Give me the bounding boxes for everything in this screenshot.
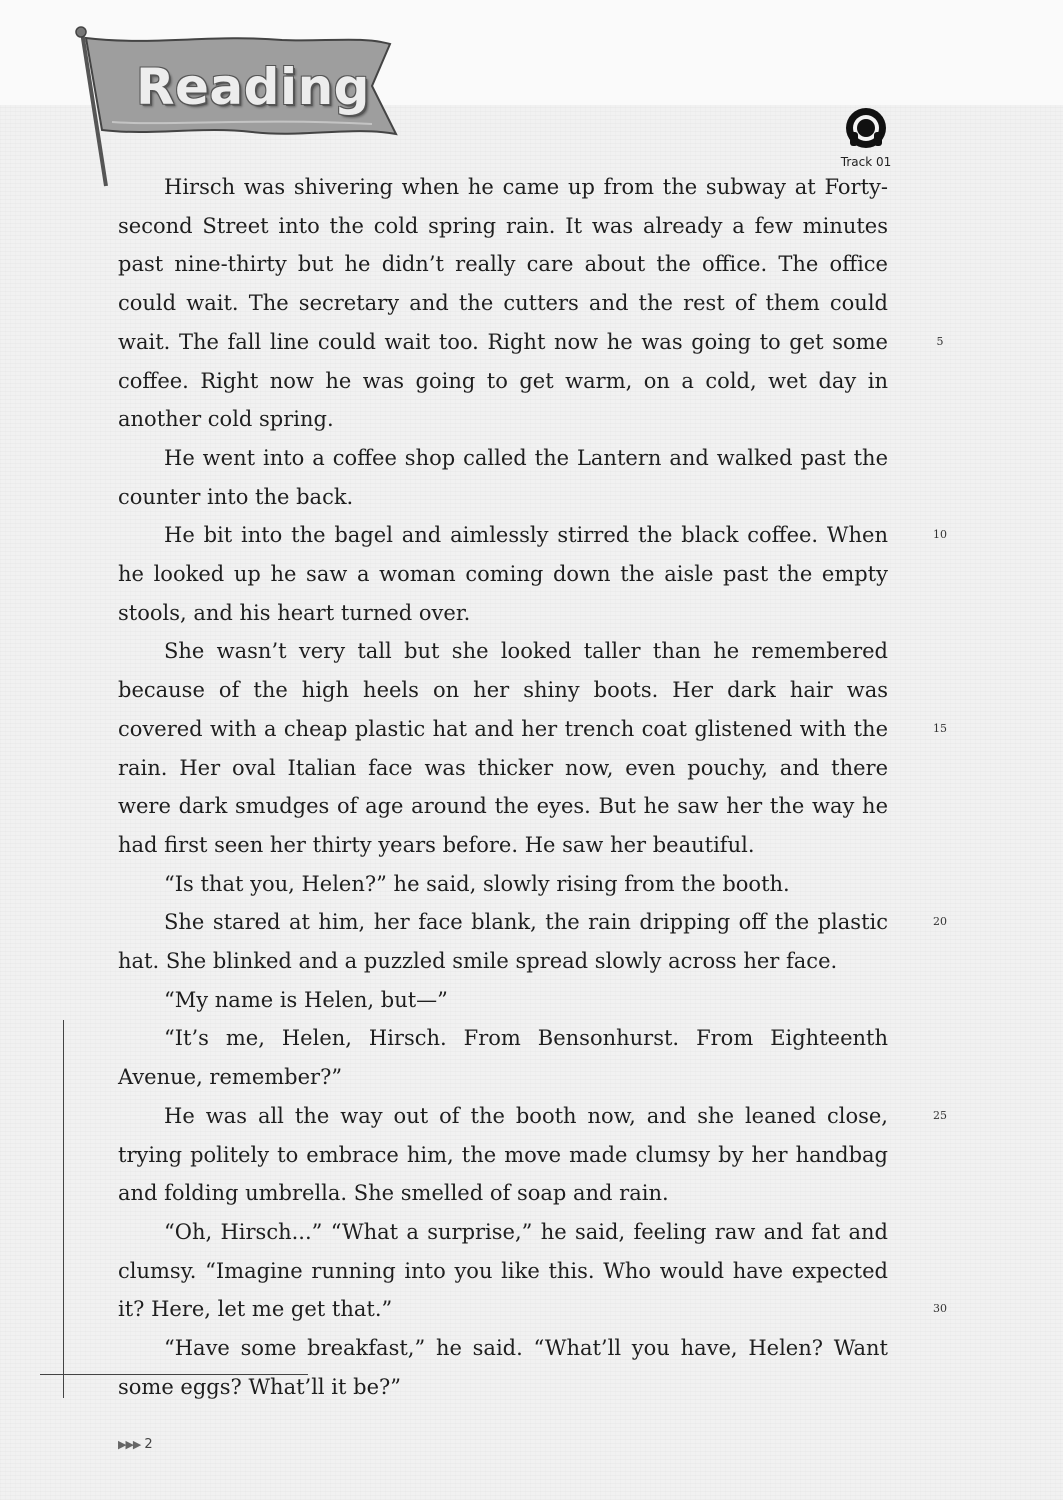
paragraph: “My name is Helen, but—” xyxy=(164,987,448,1012)
margin-rule-vertical xyxy=(63,1020,64,1398)
section-title: Reading xyxy=(136,58,370,116)
line-number: 25 xyxy=(933,1108,947,1122)
page-number: 2 xyxy=(144,1437,153,1452)
paragraph: “Oh, Hirsch...” “What a surprise,” he said, feeling raw and fat and clumsy. “Imagine running into you like this. Who would have expected it? Here, let me get that.” xyxy=(118,1219,888,1322)
margin-rule-horizontal xyxy=(40,1374,308,1375)
paragraph: “Have some breakfast,” he said. “What’ll you have, Helen? Want some eggs? What’ll it be?” xyxy=(118,1336,888,1399)
line-number: 15 xyxy=(933,721,947,735)
reading-passage xyxy=(118,168,888,1407)
paragraph: He went into a coffee shop called the Lantern and walked past the counter into the back. xyxy=(118,445,888,509)
paragraph: He was all the way out of the booth now, and she leaned close, trying politely to embrace him, the move made clumsy by her handbag and folding umbrella. She smelled of soap and rain. xyxy=(118,1103,888,1206)
paragraph: She stared at him, her face blank, the rain dripping off the plastic hat. She blinked and a puzzled smile spread slowly across her face. xyxy=(118,910,888,974)
audio-track[interactable] xyxy=(834,104,898,169)
line-number: 30 xyxy=(933,1302,947,1316)
paragraph: Hirsch was shivering when he came up from the subway at Forty-second Street into the cold spring rain. It was already a few minutes past nine-thirty but he didn’t really care about the office. The office could wait. The secretary and the cutters and the rest of them could wait. The fall line could wait too. Right now he was going to get some coffee. Right now he was going to get warm, on a cold, wet day in another cold spring. xyxy=(118,175,888,432)
paragraph: She wasn’t very tall but she looked taller than he remembered because of the high heels on her shiny boots. Her dark hair was covered with a cheap plastic hat and her trench coat glistened with the rain. Her oval Italian face was thicker now, even pouchy, and there were dark smudges of age around the eyes. But he saw her the way he had first seen her thirty years before. He saw her beautiful. xyxy=(118,639,888,857)
line-number: 20 xyxy=(933,915,947,929)
line-number: 10 xyxy=(933,528,947,542)
track-label: Track 01 xyxy=(840,155,892,169)
paragraph: “It’s me, Helen, Hirsch. From Bensonhurst. From Eighteenth Avenue, remember?” xyxy=(118,1026,888,1090)
paragraph: “Is that you, Helen?” he said, slowly rising from the booth. xyxy=(164,871,790,896)
paragraph: He bit into the bagel and aimlessly stirred the black coffee. When he looked up he saw a woman coming down the aisle past the empty stools, and his heart turned over. xyxy=(118,523,888,625)
line-number: 5 xyxy=(936,334,944,348)
headphones-icon[interactable] xyxy=(840,104,892,150)
page-footer xyxy=(118,1437,153,1452)
arrow-marker-icon: ▶▶▶ xyxy=(118,1438,141,1451)
